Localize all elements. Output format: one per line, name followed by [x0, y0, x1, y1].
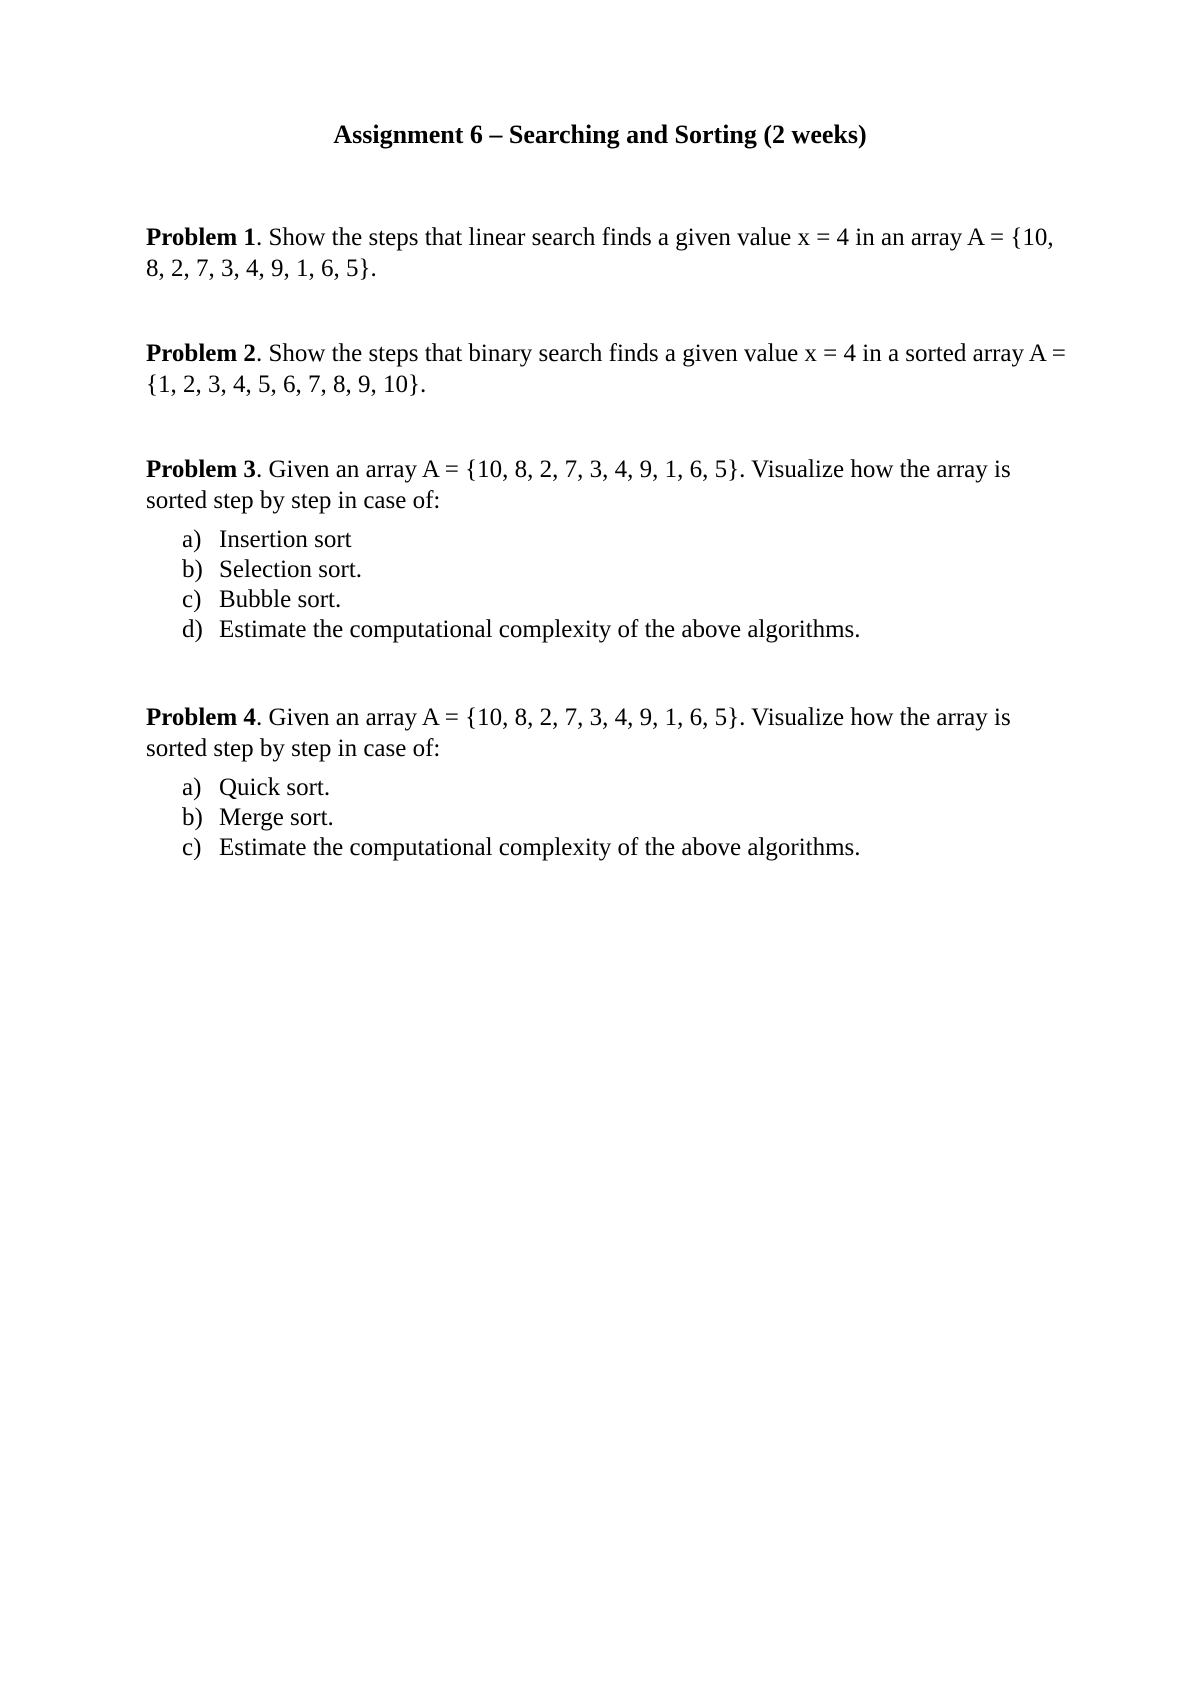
sub-question-list — [146, 773, 1066, 863]
list-item — [146, 803, 1066, 833]
problem-text: . Show the steps that linear search finds a given value x = 4 in an array A = {10, 8, 2, 7, 3, 4, 9, 1, 6, 5}. — [146, 224, 1054, 282]
list-item-text: Selection sort. — [219, 556, 363, 583]
list-item — [146, 585, 1066, 615]
list-marker: c) — [182, 834, 202, 861]
problem-4 — [146, 702, 1066, 863]
list-item — [146, 833, 1066, 863]
problem-1 — [146, 222, 1066, 284]
problem-label: Problem 1 — [146, 224, 256, 251]
problem-statement — [146, 338, 1066, 400]
list-item — [146, 615, 1066, 645]
problem-label: Problem 4 — [146, 704, 256, 731]
list-item — [146, 773, 1066, 803]
list-item-text: Bubble sort. — [219, 586, 342, 613]
document-title: Assignment 6 – Searching and Sorting (2 weeks) — [333, 120, 867, 149]
problem-statement — [146, 222, 1066, 284]
problem-text: . Given an array A = {10, 8, 2, 7, 3, 4, 9, 1, 6, 5}. Visualize how the array is sorted step by step in case of: — [146, 704, 1011, 762]
list-marker: b) — [182, 804, 203, 831]
list-marker: a) — [182, 526, 202, 553]
list-item-text: Estimate the computational complexity of the above algorithms. — [219, 834, 861, 861]
list-marker: b) — [182, 556, 203, 583]
problem-text: . Show the steps that binary search finds a given value x = 4 in a sorted array A = {1, 2, 3, 4, 5, 6, 7, 8, 9, 10}. — [146, 340, 1066, 398]
list-marker: c) — [182, 586, 202, 613]
list-item-text: Merge sort. — [219, 804, 334, 831]
list-item — [146, 525, 1066, 555]
problem-label: Problem 3 — [146, 456, 256, 483]
problem-statement — [146, 454, 1066, 516]
problem-2 — [146, 338, 1066, 400]
list-item-text: Quick sort. — [219, 774, 331, 801]
list-item-text: Insertion sort — [219, 526, 352, 553]
list-marker: d) — [182, 616, 203, 643]
list-marker: a) — [182, 774, 202, 801]
sub-question-list — [146, 525, 1066, 645]
problem-text: . Given an array A = {10, 8, 2, 7, 3, 4, 9, 1, 6, 5}. Visualize how the array is sorted step by step in case of: — [146, 456, 1011, 514]
problem-statement — [146, 702, 1066, 764]
problem-3 — [146, 454, 1066, 645]
list-item-text: Estimate the computational complexity of the above algorithms. — [219, 616, 861, 643]
problem-label: Problem 2 — [146, 340, 256, 367]
list-item — [146, 555, 1066, 585]
